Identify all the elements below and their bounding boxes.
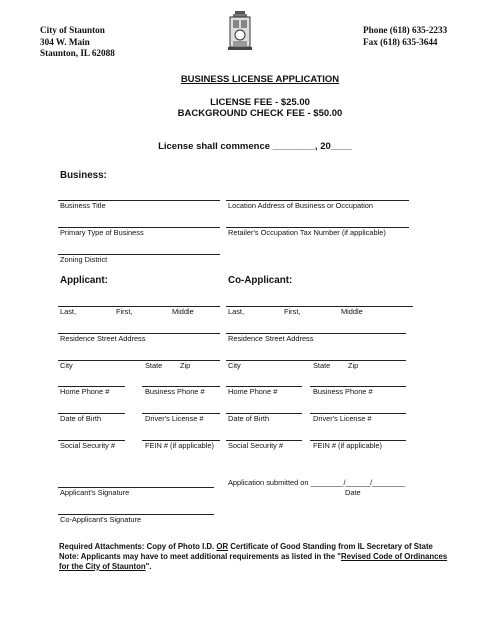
retailers-tax-label: Retailer's Occupation Tax Number (if applicable) (228, 228, 386, 237)
license-fee: LICENSE FEE - $25.00 (210, 97, 310, 108)
applicant-business-phone-label: Business Phone # (145, 387, 205, 396)
applicant-state-label: State (145, 361, 163, 370)
applicant-heading: Applicant: (60, 275, 108, 286)
attachments-suffix: Certificate of Good Standing from IL Secretary of State (230, 542, 433, 551)
required-attachments (59, 542, 459, 552)
city-name: City of Staunton (40, 25, 105, 35)
coapplicant-state-label: State (313, 361, 331, 370)
attachments-prefix: Required Attachments: Copy of Photo I.D. (59, 542, 215, 551)
applicant-last-label: Last, (60, 307, 77, 316)
coapplicant-heading: Co-Applicant: (228, 275, 293, 286)
coapplicant-home-phone-label: Home Phone # (228, 387, 278, 396)
city-zip: Staunton, IL 62088 (40, 48, 115, 58)
submitted-date-label: Date (345, 488, 361, 497)
applicant-signature-label: Applicant's Signature (60, 488, 130, 497)
coapplicant-last-label: Last, (228, 307, 245, 316)
applicant-fein-label: FEIN # (if applicable) (145, 441, 215, 450)
applicant-drivers-license-label: Driver's License # (145, 414, 204, 423)
applicant-residence-label: Residence Street Address (60, 334, 146, 343)
city-address-block (40, 25, 115, 60)
applicant-middle-label: Middle (172, 307, 194, 316)
coapplicant-middle-label: Middle (341, 307, 363, 316)
form-title: BUSINESS LICENSE APPLICATION (180, 74, 340, 85)
location-address-label: Location Address of Business or Occupation (228, 201, 374, 210)
applicant-city-line[interactable] (58, 360, 220, 361)
business-heading: Business: (60, 170, 107, 181)
applicant-zip-label: Zip (180, 361, 191, 370)
coapplicant-city-label: City (228, 361, 241, 370)
coapplicant-ssn-label: Social Security # (228, 441, 284, 450)
city-street: 304 W. Main (40, 36, 90, 47)
coapplicant-zip-label: Zip (348, 361, 359, 370)
coapplicant-first-label: First, (284, 307, 301, 316)
background-fee: BACKGROUND CHECK FEE - $50.00 (177, 108, 343, 119)
fax-number: Fax (618) 635-3644 (363, 36, 438, 47)
business-title-label: Business Title (60, 201, 106, 210)
coapplicant-name-line[interactable] (226, 306, 413, 307)
primary-type-label: Primary Type of Business (60, 228, 144, 237)
contact-block (363, 25, 447, 48)
coapplicant-signature-label: Co-Applicant's Signature (60, 515, 142, 524)
coapplicant-drivers-license-label: Driver's License # (313, 414, 372, 423)
zoning-label: Zoning District (60, 255, 108, 264)
applicant-first-label: First, (116, 307, 133, 316)
coapplicant-business-phone-label: Business Phone # (313, 387, 373, 396)
commence-date-line: License shall commence ________, 20____ (158, 141, 352, 152)
phone-number: Phone (618) 635-2233 (363, 25, 448, 35)
applicant-ssn-label: Social Security # (60, 441, 116, 450)
coapplicant-dob-label: Date of Birth (228, 414, 270, 423)
application-submitted-text: Application submitted on ________/______/________ (228, 478, 406, 487)
footer-note (59, 552, 459, 571)
note-text: Note: Applicants may have to meet additional requirements as listed in the " (59, 552, 341, 561)
city-seal-icon (226, 11, 254, 51)
note-end: ". (145, 561, 152, 571)
applicant-city-label: City (60, 361, 73, 370)
applicant-home-phone-label: Home Phone # (60, 387, 110, 396)
applicant-dob-label: Date of Birth (60, 414, 102, 423)
code-ordinances-link[interactable]: Revised Code of Ordinances for the City of Staunton (59, 552, 448, 571)
applicant-name-line[interactable] (58, 306, 220, 307)
coapplicant-residence-label: Residence Street Address (228, 334, 314, 343)
or-word: OR (216, 542, 229, 551)
coapplicant-fein-label: FEIN # (if applicable) (313, 441, 383, 450)
